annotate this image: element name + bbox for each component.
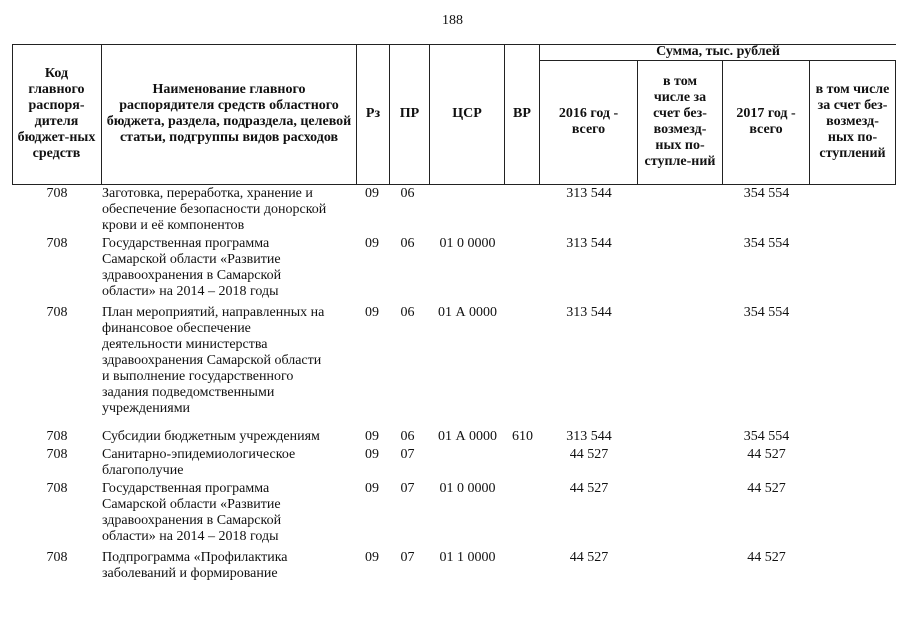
header-pr: ПР <box>390 44 430 184</box>
row-name: Государственная программа Самарской области «Развитие здравоохранения в Самарской области» на 2014 – 2018 годы <box>102 481 282 544</box>
row-name: Государственная программа Самарской области «Развитие здравоохранения в Самарской области» на 2014 – 2018 годы <box>102 236 282 299</box>
row-2017-total: 44 527 <box>747 447 786 462</box>
header-csr: ЦСР <box>430 44 505 184</box>
header-rz: Рз <box>357 44 390 184</box>
table-row <box>12 186 896 236</box>
header-2016-gratuitous: в том числе за счет без-возмезд-ных по-ступле-ний <box>638 60 723 184</box>
row-csr: 01 0 0000 <box>439 481 496 496</box>
row-name: Субсидии бюджетным учреждениям <box>102 429 320 444</box>
table-row <box>12 429 896 447</box>
row-csr: 01 1 0000 <box>439 550 496 565</box>
table-header <box>12 44 896 184</box>
row-2016-total: 44 527 <box>569 550 609 565</box>
table-row <box>12 305 896 429</box>
row-code: 708 <box>46 305 68 320</box>
header-2017-gratuitous: в том числе за счет без-возмезд-ных по-ступлений <box>810 60 896 184</box>
row-2017-total: 44 527 <box>747 550 786 565</box>
table-row <box>12 550 896 590</box>
row-csr: 01 А 0000 <box>437 429 498 444</box>
row-code: 708 <box>46 429 68 444</box>
row-name: План мероприятий, направленных на финансовое обеспечение деятельности министерства здравоохранения Самарской области и выполнение государственного задания подведомственными учреждениями <box>102 305 325 416</box>
row-rz: 09 <box>365 447 379 462</box>
row-2017-total: 354 554 <box>743 236 790 251</box>
row-2016-total: 313 544 <box>566 236 612 251</box>
table-row <box>12 236 896 305</box>
row-name: Санитарно-эпидемиологическое благополучие <box>102 447 296 478</box>
header-bottom-rule <box>12 184 896 185</box>
row-pr: 07 <box>400 550 415 565</box>
row-rz: 09 <box>365 236 379 251</box>
row-2017-total: 354 554 <box>743 305 790 320</box>
table-row <box>12 447 896 481</box>
header-vr: ВР <box>505 44 540 184</box>
row-pr: 06 <box>400 305 415 320</box>
page-number: 188 <box>442 13 463 28</box>
row-code: 708 <box>46 236 68 251</box>
row-2016-total: 313 544 <box>566 429 612 444</box>
header-2016-total: 2016 год - всего <box>540 60 638 184</box>
row-rz: 09 <box>365 305 379 320</box>
row-vr: 610 <box>512 429 533 444</box>
row-name: Заготовка, переработка, хранение и обеспечение безопасности донорской крови и её компонентов <box>102 186 327 233</box>
header-2017-total: 2017 год - всего <box>723 60 810 184</box>
row-2016-total: 44 527 <box>569 481 609 496</box>
row-2017-total: 44 527 <box>747 481 786 496</box>
row-2017-total: 354 554 <box>743 186 790 201</box>
row-pr: 07 <box>400 481 415 496</box>
row-csr: 01 А 0000 <box>437 305 498 320</box>
row-pr: 06 <box>400 429 415 444</box>
row-code: 708 <box>46 447 68 462</box>
table-body <box>12 186 896 590</box>
row-2017-total: 354 554 <box>743 429 790 444</box>
row-pr: 07 <box>400 447 415 462</box>
row-rz: 09 <box>365 481 379 496</box>
row-rz: 09 <box>365 550 379 565</box>
row-rz: 09 <box>365 186 379 201</box>
row-code: 708 <box>46 186 68 201</box>
row-rz: 09 <box>365 429 379 444</box>
row-pr: 06 <box>400 186 415 201</box>
row-csr: 01 0 0000 <box>439 236 496 251</box>
header-sum-group: Сумма, тыс. рублей <box>656 44 780 59</box>
row-code: 708 <box>46 550 68 565</box>
row-2016-total: 313 544 <box>566 186 612 201</box>
header-code: Код главного распоря-дителя бюджет-ных средств <box>12 44 102 184</box>
table-row <box>12 481 896 550</box>
row-2016-total: 44 527 <box>569 447 609 462</box>
row-pr: 06 <box>400 236 415 251</box>
row-2016-total: 313 544 <box>566 305 612 320</box>
row-code: 708 <box>46 481 68 496</box>
header-name: Наименование главного распорядителя средств областного бюджета, раздела, подраздела, целевой статьи, подгруппы видов расходов <box>102 44 357 184</box>
row-name: Подпрограмма «Профилактика заболеваний и формирование <box>102 550 288 581</box>
